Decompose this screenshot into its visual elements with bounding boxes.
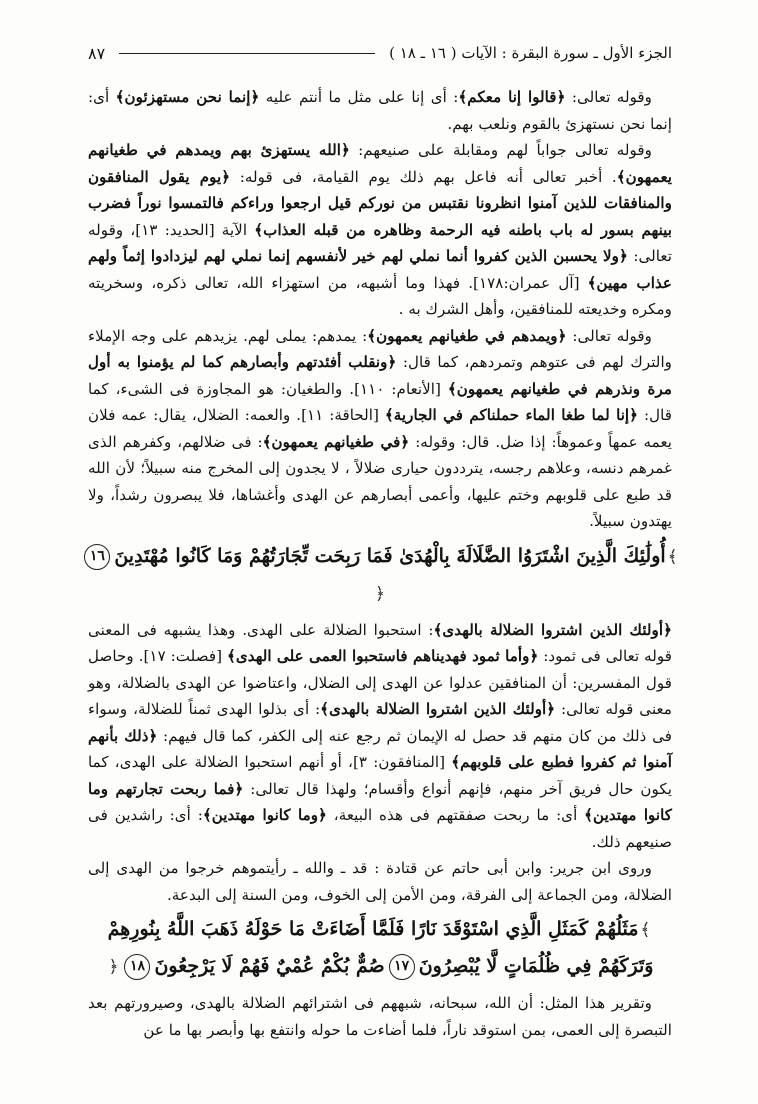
text-run: : فى ضلالهم، وكفرهم الذى غمرهم دنسه، وعلاهم رجسه، يترددون حيارى ضلالاً ، لا يجدون إلى المخرج منه سبيلاً؛ لأن الله قد طبع على قلوبهم وختم عليها، وأعمى أبصارهم عن الهدى وأغشاها، فلا يبصرون رشداً، ولا يهتدون سبيلاً. (88, 432, 672, 530)
paragraph: وروى ابن جرير: وابن أبى حاتم عن قتادة : قد ـ والله ـ رأيتموهم خرجوا من الهدى إلى الضلالة، ومن الجماعة إلى الفرقة، ومن الأمن إلى الخوف، ومن السنة إلى البدعة. (88, 859, 672, 904)
text-run: الآية [الحديد: ١٣]، وقوله تعالى: (88, 220, 672, 265)
quran-quote: ﴿أولئك الذين اشتروا الضلالة بالهدى﴾ (320, 700, 556, 718)
verse-number: ١٨ (124, 954, 150, 980)
quran-quote: ﴿ذلك بأنهم آمنوا ثم كفروا فطبع على قلوبهم﴾ (88, 726, 673, 771)
ornament-icon: ﴾ (667, 546, 678, 567)
header-rule (119, 53, 375, 54)
page-number: ٨٧ (88, 43, 106, 63)
paragraph (88, 323, 672, 535)
text-run: : أى بذلوا الهدى ثمناً للضلالة، وسواء فى ذلك من كان منهم قد حصل له الإيمان ثم رجع عنه إلى الكفر، كما قال فيهم: (88, 700, 672, 745)
text-run: وقوله تعالى جواباً لهم ومقابلة على صنيعهم: (349, 141, 652, 159)
text-run: : أى إنا على مثل ما أنتم عليه (259, 88, 459, 106)
quran-quote: ﴿الله يستهزئ بهم ويمدهم في طغيانهم يعمهون﴾ (88, 141, 672, 186)
quran-quote: ﴿في طغيانهم يعمهون﴾ (262, 432, 410, 451)
quran-quote: ﴿قالوا إنا معكم﴾ (458, 88, 566, 106)
ornament-icon: ﴿ (375, 583, 385, 604)
paragraph (88, 84, 672, 137)
quran-quote: ﴿فما ربحت تجارتهم وما كانوا مهتدين﴾ (88, 779, 672, 824)
quran-quote: ﴿إنا لما طغا الماء حملناكم في الجارية﴾ (384, 406, 639, 424)
text-run: : أى: راشدين فى صنيعهم ذلك. (88, 806, 672, 851)
text-run: [فصلت: ١٧]. وحاصل قول المفسرين: أن المنافقين عدلوا عن الهدى إلى الضلال، واعتاضوا عن الهدى بالضلالة، وهو معنى قوله تعالى: (88, 647, 672, 718)
quran-quote: ﴿يوم يقول المنافقون والمنافقات للذين آمنوا انظرونا نقتبس من نوركم قيل ارجعوا وراءكم فالتمسوا نوراً فضرب بينهم بسور له باب باطنه فيه الرحمة وظاهره من قبله العذاب﴾ (88, 167, 672, 239)
text-run: : يمدهم: يملى لهم. يزيدهم على وجه الإملاء والترك لهم فى عتوهم وتمردهم، كما قال: (88, 326, 672, 371)
text-run: وقوله تعالى: (565, 88, 653, 106)
text-run: [المنافقون: ٣]، أو أنهم استحبوا الضلالة على الهدى، كما يكون حال فريق آخر منهم، فإنهم أنواع وأقسام؛ ولهذا قال تعالى: (88, 753, 672, 798)
page-header (88, 40, 672, 66)
text-run: وقوله تعالى: (566, 326, 652, 345)
text-run: أى: ما ربحت صفقتهم فى هذه البيعة، (326, 806, 585, 824)
text-run: [الحاقة: ١١]. والعمه: الضلال، يقال: عمه فلان يعمه عمهاً وعموهاً: إذا ضل. قال: وقوله: (88, 406, 672, 451)
verse-block-17-18 (80, 911, 680, 985)
text-run: [الأنعام: ١١٠]. والطغيان: هو المجاوزة فى الشىء، كما قال: (88, 379, 673, 424)
quran-quote: ﴿أولئك الذين اشتروا الضلالة بالهدى﴾ (433, 620, 672, 639)
text-run: : استحبوا الضلالة على الهدى. وهذا يشبهه فى المعنى قوله تعالى فى ثمود: (88, 620, 672, 665)
verse-number: ١٧ (389, 954, 415, 980)
text-run: . أخبر تعالى أنه فاعل بهم ذلك يوم القيامة، فى قوله: (230, 167, 617, 186)
verse-text: أُولَٰئِكَ الَّذِينَ اشْتَرَوُا الضَّلَالَةَ بِالْهُدَىٰ فَمَا رَبِحَت تِّجَارَتُهُمْ وَمَا كَانُوا مُهْتَدِينَ (114, 544, 666, 567)
verse-text: مَثَلُهُمْ كَمَثَلِ الَّذِي اسْتَوْقَدَ نَارًا فَلَمَّا أَضَاءَتْ مَا حَوْلَهُ ذَهَبَ اللَّهُ بِنُورِهِمْ وَتَرَكَهُمْ فِي ظُلُمَاتٍ لَّا يُبْصِرُونَ (107, 918, 654, 977)
page-body (88, 84, 678, 1043)
ornament-icon: ﴿ (108, 957, 119, 977)
paragraph (88, 617, 672, 856)
paragraph: وتقرير هذا المثل: أن الله، سبحانه، شبههم فى اشترائهم الضلالة بالهدى، وصيرورتهم بعد التبصرة إلى العمى، بمن استوقد ناراً، فلما أضاءت ما حوله وانتفع بها وأبصر بها ما عن (88, 994, 672, 1039)
verse-block-16 (80, 538, 680, 612)
quran-quote: ﴿وأما ثمود فهديناهم فاستحبوا العمى على الهدى﴾ (226, 647, 539, 665)
text-run: [آل عمران:١٧٨]. فهذا وما أشبهه، من استهزاء الله، تعالى ذكره، وسخريته ومكره وخديعته للمنافقين، وأهل الشرك به . (88, 273, 672, 318)
quran-quote: ﴿وما كانوا مهتدين﴾ (202, 806, 327, 824)
quran-quote: ﴿ويمدهم في طغيانهم يعمهون﴾ (367, 326, 567, 345)
ornament-icon: ﴾ (640, 920, 651, 940)
quran-quote: ﴿إنما نحن مستهزئون﴾ (115, 88, 260, 106)
quran-quote: ﴿ولا يحسبن الذين كفروا أنما نملي لهم خير لأنفسهم إنما نملي لهم ليزدادوا إثماً ولهم عذاب مهين﴾ (88, 247, 672, 292)
text-run: أى: إنما نحن نستهزئ بالقوم ونلعب بهم. (88, 88, 672, 133)
verse-number: ١٦ (84, 544, 110, 570)
running-title: الجزء الأول ـ سورة البقرة : الآيات ( ١٦ ـ ١٨ ) (389, 44, 672, 62)
verse-text: صُمٌّ بُكْمٌ عُمْيٌ فَهُمْ لَا يَرْجِعُونَ (154, 955, 385, 977)
paragraph (88, 137, 672, 323)
quran-quote: ﴿ونقلب أفئدتهم وأبصارهم كما لم يؤمنوا به أول مرة ونذرهم في طغيانهم يعمهون﴾ (88, 353, 672, 398)
